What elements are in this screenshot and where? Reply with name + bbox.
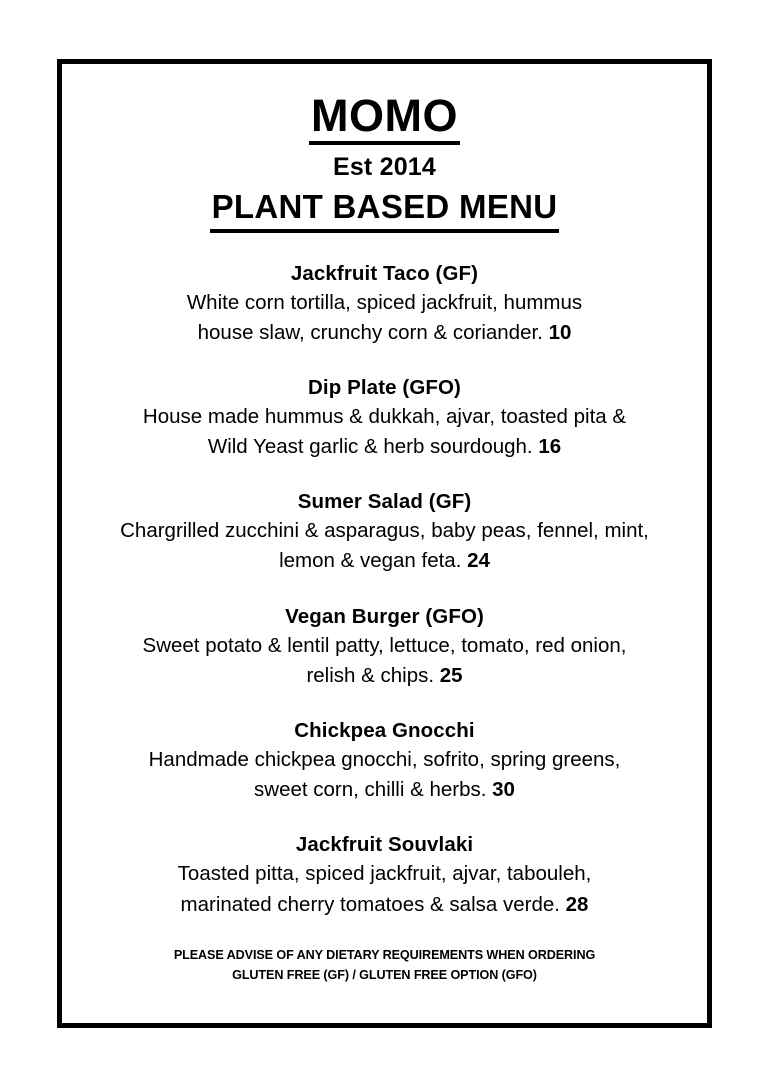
menu-item-price: 24 [467, 549, 490, 573]
menu-item [84, 259, 685, 348]
menu-item-name: Dip Plate (GFO) [308, 375, 461, 399]
menu-item-description-line: Sweet potato & lentil patty, lettuce, tomato, red onion, [142, 633, 627, 657]
menu-item-price: 10 [548, 320, 572, 344]
menu-item-description-text: relish & chips. [306, 663, 440, 687]
brand-title-wrap [84, 92, 685, 145]
menu-item-price: 16 [538, 435, 562, 459]
menu-item-description-line [84, 890, 685, 920]
menu-item-description-line [84, 546, 685, 576]
menu-content [62, 64, 707, 1023]
brand-title: MOMO [309, 92, 460, 145]
gluten-free-legend-line: GLUTEN FREE (GF) / GLUTEN FREE OPTION (GFO) [232, 966, 537, 982]
menu-item-description-text: Wild Yeast garlic & herb sourdough. [207, 435, 539, 459]
menu-item-description-line: Chargrilled zucchini & asparagus, baby peas, fennel, mint, [120, 519, 649, 543]
menu-item [84, 716, 685, 805]
menu-item-name: Vegan Burger (GFO) [285, 604, 484, 628]
established-year: Est 2014 [332, 153, 437, 182]
menu-item [84, 373, 685, 462]
menu-items-list [84, 259, 685, 920]
menu-item-name: Jackfruit Souvlaki [295, 833, 474, 857]
menu-item-name: Sumer Salad (GF) [297, 490, 472, 514]
menu-item-description-line [84, 661, 685, 691]
menu-item-description-text: lemon & vegan feta. [279, 549, 468, 573]
menu-item-description-text: marinated cherry tomatoes & salsa verde. [180, 892, 566, 916]
menu-item-name: Chickpea Gnocchi [294, 718, 475, 742]
menu-item-description-line: Handmade chickpea gnocchi, sofrito, spring greens, [148, 748, 621, 772]
menu-title-wrap [84, 186, 685, 233]
menu-item-description-text: house slaw, crunchy corn & coriander. [197, 320, 549, 344]
menu-item-description-line: Toasted pitta, spiced jackfruit, ajvar, tabouleh, [177, 862, 592, 886]
menu-item-description-line: White corn tortilla, spiced jackfruit, hummus [186, 290, 583, 314]
menu-item-description-line: House made hummus & dukkah, ajvar, toasted pita & [142, 404, 627, 428]
menu-header [84, 92, 685, 233]
menu-item-description-text: sweet corn, chilli & herbs. [254, 778, 493, 802]
menu-item-description-line [84, 318, 685, 348]
menu-item-price: 28 [565, 892, 589, 916]
menu-item-description-line [84, 775, 685, 805]
menu-border-frame [57, 59, 712, 1028]
menu-item [84, 830, 685, 919]
menu-item [84, 602, 685, 691]
menu-item-price: 25 [439, 663, 463, 687]
menu-title: PLANT BASED MENU [210, 188, 560, 233]
dietary-advice-line: PLEASE ADVISE OF ANY DIETARY REQUIREMENTS WHEN ORDERING [173, 946, 596, 962]
menu-item-description-line [84, 432, 685, 462]
menu-item-price: 30 [492, 778, 515, 802]
menu-item [84, 487, 685, 576]
menu-item-name: Jackfruit Taco (GF) [290, 261, 479, 285]
dietary-footer-note [84, 945, 685, 985]
